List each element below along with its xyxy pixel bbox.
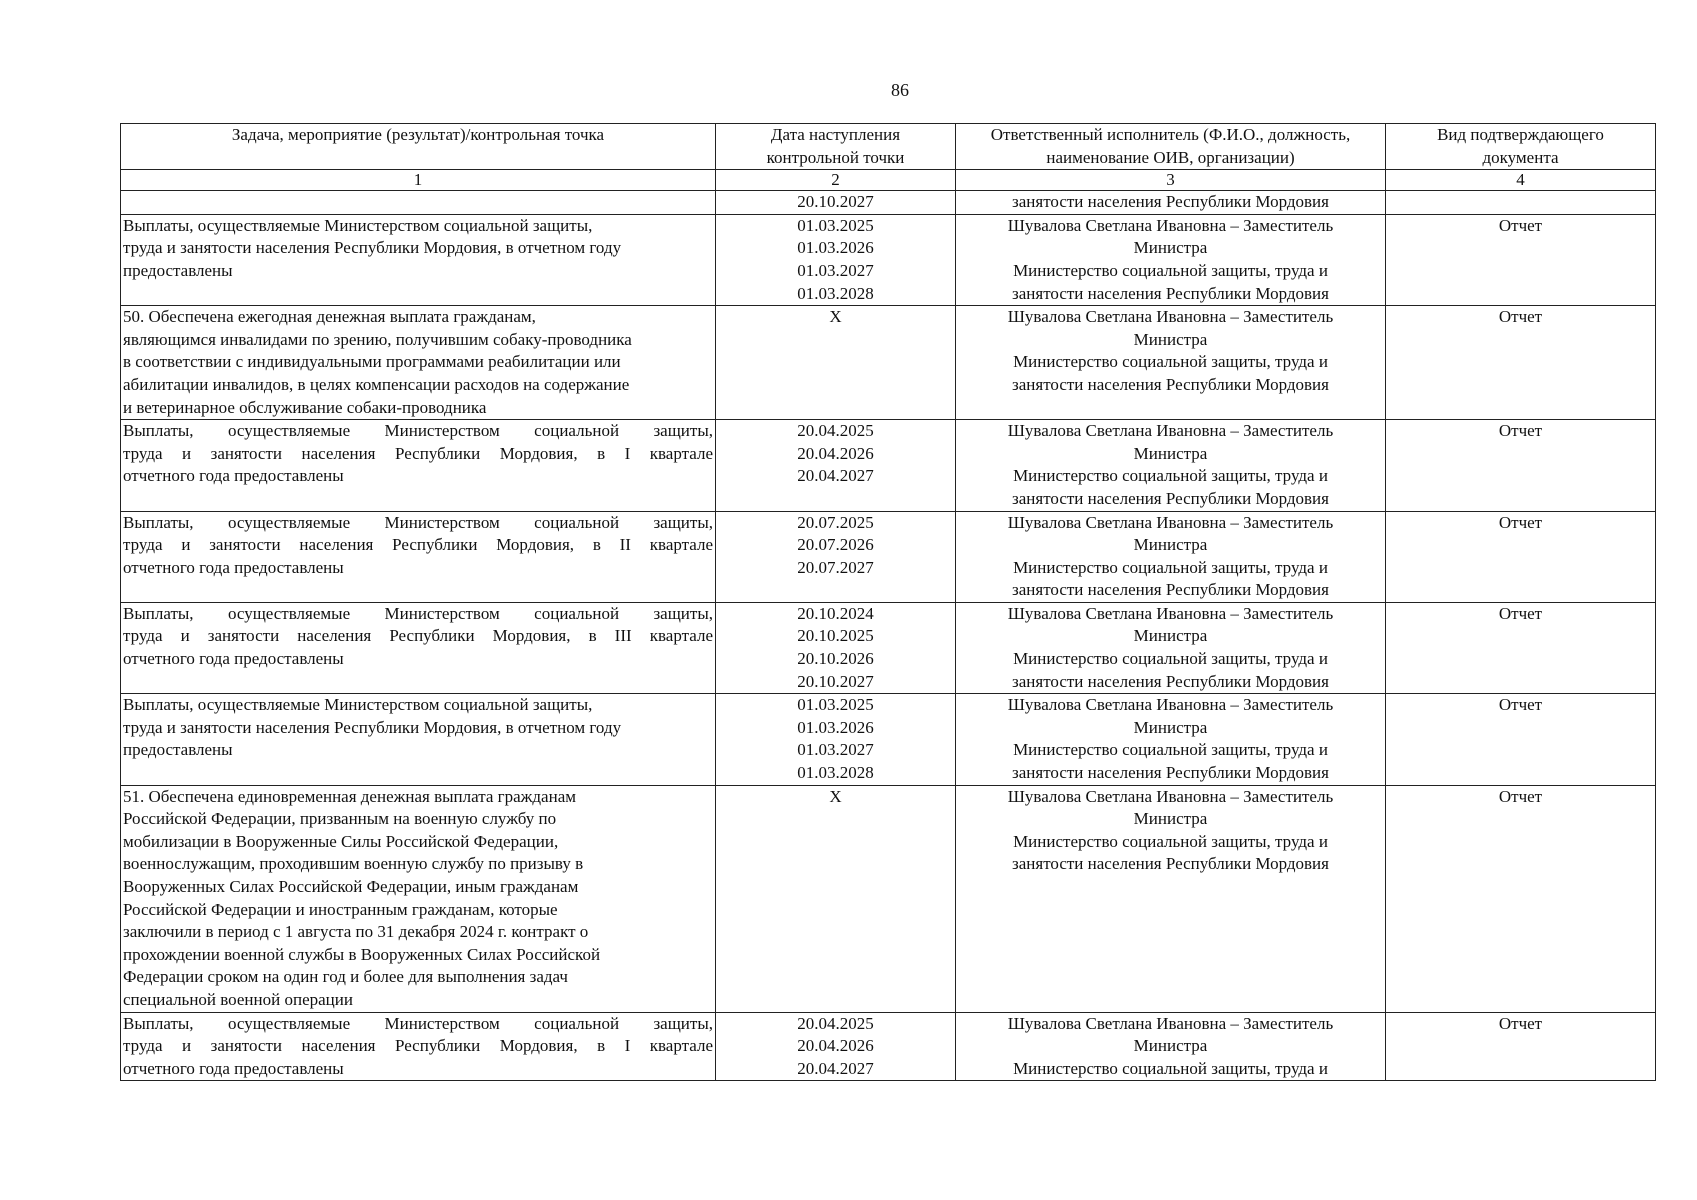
column-number-row	[121, 170, 1656, 191]
document-type: Отчет	[1498, 786, 1543, 806]
header-row	[121, 124, 1656, 170]
responsible-cell	[956, 785, 1386, 1012]
header-date-line: контрольной точки	[766, 147, 905, 167]
control-date: 20.04.2025	[797, 1013, 874, 1033]
table-row	[121, 191, 1656, 215]
column-number: 2	[716, 170, 956, 191]
task-text-line: военнослужащим, проходившим военную службу по призыву в	[123, 854, 584, 874]
responsible-cell	[956, 511, 1386, 602]
document-cell	[1386, 191, 1656, 215]
task-text-line: отчетного года предоставлены	[123, 649, 344, 669]
document-cell	[1386, 785, 1656, 1012]
control-date: 20.10.2025	[797, 626, 874, 646]
responsible-text-line: занятости населения Республики Мордовия	[1012, 763, 1329, 783]
task-text-line: Выплаты, осуществляемые Министерством социальной защиты,	[123, 695, 593, 715]
control-date: 20.04.2027	[797, 466, 874, 486]
header-responsible-line: Ответственный исполнитель (Ф.И.О., должность,	[990, 125, 1351, 144]
responsible-text-line: Министерство социальной защиты, труда и	[1013, 352, 1328, 372]
document-cell	[1386, 214, 1656, 305]
control-date: 20.04.2026	[797, 1036, 874, 1056]
task-text-line: Выплаты, осуществляемые Министерством социальной защиты,	[123, 1013, 713, 1033]
responsible-text-line: Министра	[1133, 535, 1208, 555]
task-text-line: отчетного года предоставлены	[123, 1058, 344, 1078]
responsible-cell	[956, 214, 1386, 305]
date-cell	[716, 306, 956, 420]
table-row	[121, 214, 1656, 305]
task-text-line: Федерации сроком на один год и более для выполнения задач	[123, 967, 568, 987]
date-cell	[716, 191, 956, 215]
task-text-line: труда и занятости населения Республики Мордовия, в отчетном году	[123, 717, 622, 737]
task-text-line: 50. Обеспечена ежегодная денежная выплата гражданам,	[123, 307, 536, 327]
control-date: 01.03.2026	[797, 717, 874, 737]
task-text-line: Российской Федерации и иностранным гражданам, которые	[123, 899, 558, 919]
responsible-text-line: Министра	[1133, 809, 1208, 829]
column-number: 3	[956, 170, 1386, 191]
responsible-text-line: Министерство социальной защиты, труда и	[1013, 1058, 1328, 1078]
task-text-line: в соответствии с индивидуальными программами реабилитации или	[123, 352, 621, 372]
responsible-text-line: Министерство социальной защиты, труда и	[1013, 831, 1328, 851]
control-date: 01.03.2028	[797, 763, 874, 783]
control-date: 20.10.2027	[797, 192, 874, 212]
column-number: 1	[121, 170, 716, 191]
responsible-text-line: Министерство социальной защиты, труда и	[1013, 466, 1328, 486]
responsible-cell	[956, 420, 1386, 511]
responsible-text-line: Министра	[1133, 329, 1208, 349]
task-text-line: прохождении военной службы в Вооруженных Силах Российской	[123, 944, 601, 964]
task-cell	[121, 602, 716, 693]
control-date: 20.10.2026	[797, 649, 874, 669]
responsible-text-line: Министра	[1133, 443, 1208, 463]
responsible-text-line: Министра	[1133, 717, 1208, 737]
task-cell	[121, 511, 716, 602]
date-cell	[716, 1012, 956, 1081]
header-document-line: документа	[1482, 147, 1559, 167]
task-cell	[121, 191, 716, 215]
document-type: Отчет	[1498, 603, 1543, 623]
task-cell	[121, 785, 716, 1012]
responsible-text-line: занятости населения Республики Мордовия	[1012, 374, 1329, 394]
task-text-line: являющимся инвалидами по зрению, получившим собаку-проводника	[123, 329, 632, 349]
responsible-text-line: Шувалова Светлана Ивановна – Заместитель	[1007, 421, 1334, 441]
task-text-line: Выплаты, осуществляемые Министерством социальной защиты,	[123, 512, 713, 532]
control-date: 20.07.2027	[797, 557, 874, 577]
document-cell	[1386, 420, 1656, 511]
header-responsible	[956, 124, 1386, 170]
header-task	[121, 124, 716, 170]
task-text-line: предоставлены	[123, 260, 233, 280]
task-cell	[121, 694, 716, 785]
date-cell	[716, 785, 956, 1012]
document-cell	[1386, 602, 1656, 693]
date-cell	[716, 602, 956, 693]
control-date: 01.03.2027	[797, 740, 874, 760]
task-text-line: Выплаты, осуществляемые Министерством социальной защиты,	[123, 421, 713, 441]
control-date: X	[829, 307, 842, 327]
task-text-line: труда и занятости населения Республики Мордовия, в II квартале	[123, 535, 713, 555]
responsible-text-line: Министра	[1133, 626, 1208, 646]
responsible-text-line: Шувалова Светлана Ивановна – Заместитель	[1007, 307, 1334, 327]
responsible-text-line: Шувалова Светлана Ивановна – Заместитель	[1007, 215, 1334, 235]
task-text-line: труда и занятости населения Республики Мордовия, в I квартале	[123, 1036, 713, 1056]
header-date-line: Дата наступления	[770, 125, 901, 144]
document-type: Отчет	[1498, 695, 1543, 715]
document-cell	[1386, 306, 1656, 420]
responsible-text-line: занятости населения Республики Мордовия	[1012, 580, 1329, 600]
document-type: Отчет	[1498, 421, 1543, 441]
date-cell	[716, 214, 956, 305]
task-text-line: Российской Федерации, призванным на военную службу по	[123, 809, 557, 829]
responsible-cell	[956, 694, 1386, 785]
control-date: 01.03.2027	[797, 260, 874, 280]
responsible-text-line: Министерство социальной защиты, труда и	[1013, 649, 1328, 669]
document-cell	[1386, 1012, 1656, 1081]
responsible-text-line: Министра	[1133, 1036, 1208, 1056]
control-date: 01.03.2026	[797, 238, 874, 258]
document-cell	[1386, 694, 1656, 785]
control-date: 01.03.2025	[797, 215, 874, 235]
header-task-label: Задача, мероприятие (результат)/контрольная точка	[231, 125, 605, 144]
control-date: 20.07.2026	[797, 535, 874, 555]
responsible-text-line: Шувалова Светлана Ивановна – Заместитель	[1007, 786, 1334, 806]
responsible-cell	[956, 306, 1386, 420]
responsible-text-line: занятости населения Республики Мордовия	[1012, 671, 1329, 691]
table-row	[121, 785, 1656, 1012]
control-date: 20.04.2027	[797, 1058, 874, 1078]
control-date: 20.10.2024	[797, 603, 874, 623]
document-type: Отчет	[1498, 512, 1543, 532]
responsible-text-line: занятости населения Республики Мордовия	[1012, 488, 1329, 508]
task-text-line: 51. Обеспечена единовременная денежная выплата гражданам	[123, 786, 576, 806]
control-points-table	[120, 123, 1656, 1081]
control-date: 20.10.2027	[797, 671, 874, 691]
task-text-line: Выплаты, осуществляемые Министерством социальной защиты,	[123, 603, 713, 623]
task-text-line: отчетного года предоставлены	[123, 557, 344, 577]
control-date: 20.04.2026	[797, 443, 874, 463]
table-row	[121, 602, 1656, 693]
header-responsible-line: наименование ОИВ, организации)	[1046, 147, 1295, 167]
header-document-line: Вид подтверждающего	[1437, 125, 1604, 144]
responsible-text-line: занятости населения Республики Мордовия	[1012, 854, 1329, 874]
responsible-text-line: Шувалова Светлана Ивановна – Заместитель	[1007, 603, 1334, 623]
column-number: 4	[1386, 170, 1656, 191]
table-body	[121, 191, 1656, 1081]
responsible-text-line: занятости населения Республики Мордовия	[1012, 283, 1329, 303]
task-cell	[121, 1012, 716, 1081]
table-row	[121, 306, 1656, 420]
control-date: 20.07.2025	[797, 512, 874, 532]
task-text-line: абилитации инвалидов, в целях компенсации расходов на содержание	[123, 374, 630, 394]
document-type: Отчет	[1498, 215, 1543, 235]
page-number: 86	[891, 80, 909, 100]
task-text-line: отчетного года предоставлены	[123, 466, 344, 486]
task-text-line: и ветеринарное обслуживание собаки-проводника	[123, 397, 487, 417]
document-cell	[1386, 511, 1656, 602]
control-date: X	[829, 786, 842, 806]
task-cell	[121, 214, 716, 305]
document-type: Отчет	[1498, 1013, 1543, 1033]
responsible-text-line: Министерство социальной защиты, труда и	[1013, 260, 1328, 280]
table-row	[121, 420, 1656, 511]
task-text-line: Вооруженных Силах Российской Федерации, иным гражданам	[123, 877, 579, 896]
task-text-line: труда и занятости населения Республики Мордовия, в I квартале	[123, 443, 713, 463]
responsible-text-line: Шувалова Светлана Ивановна – Заместитель	[1007, 512, 1334, 532]
responsible-cell	[956, 602, 1386, 693]
task-text-line: мобилизации в Вооруженные Силы Российской Федерации,	[123, 831, 559, 851]
header-date	[716, 124, 956, 170]
date-cell	[716, 420, 956, 511]
task-text-line: труда и занятости населения Республики Мордовия, в III квартале	[123, 626, 713, 646]
responsible-text-line: Шувалова Светлана Ивановна – Заместитель	[1007, 695, 1334, 715]
responsible-text-line: Министерство социальной защиты, труда и	[1013, 557, 1328, 577]
responsible-text-line: Министра	[1133, 238, 1208, 258]
date-cell	[716, 694, 956, 785]
responsible-text-line: Министерство социальной защиты, труда и	[1013, 740, 1328, 760]
control-date: 01.03.2028	[797, 283, 874, 303]
table-row	[121, 1012, 1656, 1081]
task-text-line: труда и занятости населения Республики Мордовия, в отчетном году	[123, 238, 622, 258]
task-text-line: заключили в период с 1 августа по 31 декабря 2024 г. контракт о	[123, 922, 589, 942]
header-document	[1386, 124, 1656, 170]
responsible-text-line: Шувалова Светлана Ивановна – Заместитель	[1007, 1013, 1334, 1033]
table-row	[121, 694, 1656, 785]
control-date: 20.04.2025	[797, 421, 874, 441]
control-date: 01.03.2025	[797, 695, 874, 715]
task-cell	[121, 306, 716, 420]
task-text-line: Выплаты, осуществляемые Министерством социальной защиты,	[123, 215, 593, 235]
task-text-line: специальной военной операции	[123, 989, 353, 1009]
table-row	[121, 511, 1656, 602]
task-text-line: предоставлены	[123, 740, 233, 760]
responsible-cell	[956, 1012, 1386, 1081]
date-cell	[716, 511, 956, 602]
responsible-text-line: занятости населения Республики Мордовия	[1012, 192, 1329, 212]
responsible-cell	[956, 191, 1386, 215]
document-type: Отчет	[1498, 307, 1543, 327]
task-cell	[121, 420, 716, 511]
